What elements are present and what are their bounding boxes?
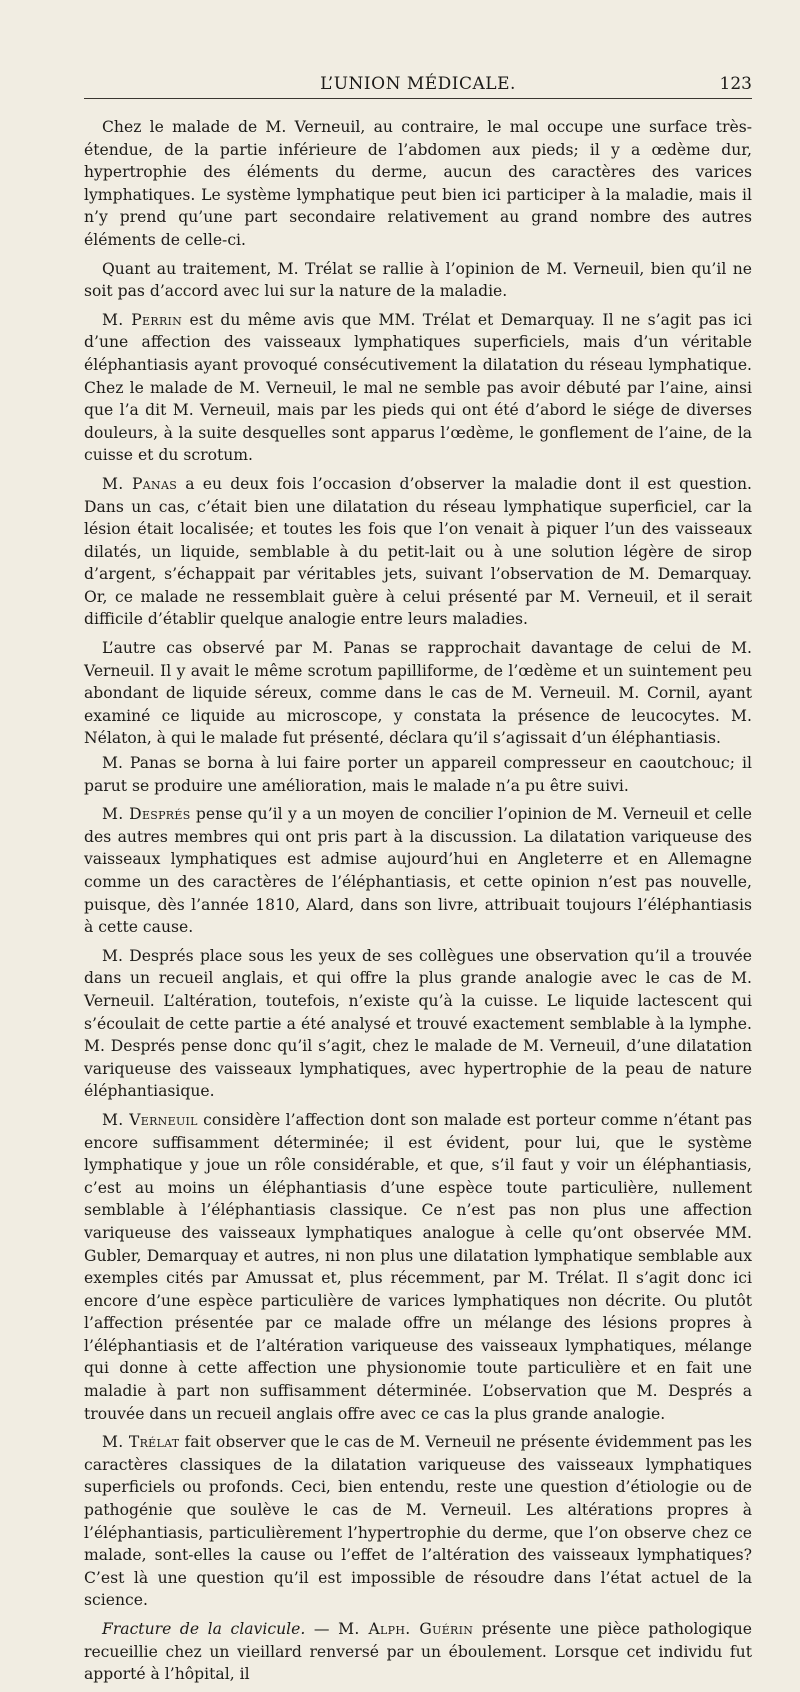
running-title: L’UNION MÉDICALE.	[320, 74, 516, 94]
speaker-name: M. Perrin	[102, 310, 183, 329]
paragraph	[84, 473, 752, 631]
paragraph-text: M. Després place sous les yeux de ses collègues une observation qu’il a trouvée dans un recueil anglais, et qui offre la plus grande analogie avec le cas de M. Verneuil. L’altération, toutefois, n’existe qu’à la cuisse. Le liquide lactescent qui s’écoulait de cette partie a été analysé et trouvé exactement semblable à la lymphe. M. Després pense donc qu’il s’agit, chez le malade de M. Verneuil, d’une dilatation variqueuse des vaisseaux lymphatiques, avec hypertrophie de la peau de nature éléphantiasique.	[84, 946, 752, 1101]
paragraph	[84, 637, 752, 750]
paragraph	[84, 945, 752, 1103]
section-heading: Fracture de la clavicule.	[102, 1620, 306, 1638]
speaker-name: M. Després	[102, 805, 191, 824]
paragraph	[84, 258, 752, 303]
paragraph	[84, 803, 752, 939]
paragraph	[84, 116, 752, 252]
heading-dash: —	[305, 1620, 339, 1638]
paragraph-text: fait observer que le cas de M. Verneuil ne présente évidemment pas les caractères classiques de la dilatation variqueuse des vaisseaux lymphatiques superficiels ou profonds. Ceci, bien entendu, reste une question d’étiologie ou de pathogénie que soulève le cas de M. Verneuil. Les altérations propres à l’éléphantiasis, particulièrement l’hypertrophie du derme, que l’on observe chez ce malade, sont-elles la cause ou l’effet de l’altération des vaisseaux lymphatiques? C’est là une question qu’il est impossible de résoudre dans l’état actuel de la science.	[84, 1433, 753, 1610]
speaker-name: M. Verneuil	[102, 1110, 198, 1129]
paragraph-text: L’autre cas observé par M. Panas se rapprochait davantage de celui de M. Verneuil. Il y avait le même scrotum papilliforme, de l’œdème et un suintement peu abondant de liquide séreux, comme dans le cas de M. Verneuil. M. Cornil, ayant examiné ce liquide au microscope, y constata la présence de leucocytes. M. Nélaton, à qui le malade fut présenté, déclara qu’il s’agissait d’un éléphantiasis.	[84, 639, 752, 748]
speaker-name: M. Trélat	[102, 1433, 180, 1452]
paragraph-text: présente une pièce pathologique recueillie chez un vieillard renversé par un éboulement. Lorsque cet individu fut apporté à l’hôpital, il	[84, 1620, 752, 1684]
page-number: 123	[719, 74, 752, 94]
paragraph	[84, 309, 752, 467]
article-body	[84, 116, 752, 1692]
paragraph	[84, 1109, 752, 1425]
paragraph	[84, 752, 752, 797]
running-header	[84, 72, 752, 99]
speaker-name: M. Panas	[102, 474, 178, 493]
paragraph-text: M. Panas se borna à lui faire porter un appareil compresseur en caoutchouc; il parut se produire une amélioration, mais le malade n’a pu être suivi.	[84, 754, 752, 795]
fracture-paragraph	[84, 1618, 752, 1686]
paragraph-text: est du même avis que MM. Trélat et Demarquay. Il ne s’agit pas ici d’une affection des vaisseaux lymphatiques superficiels, mais d’un véritable éléphantiasis ayant provoqué consécutivement la dilatation du réseau lymphatique. Chez le malade de M. Verneuil, le mal ne semble pas avoir débuté par l’aine, ainsi que l’a dit M. Verneuil, mais par les pieds qui ont été d’abord le siége de diverses douleurs, à la suite desquelles sont apparus l’œdème, le gonflement de l’aine, de la cuisse et du scrotum.	[84, 310, 752, 465]
paragraph-text: considère l’affection dont son malade est porteur comme n’étant pas encore suffisamment déterminée; il est évident, pour lui, que le système lymphatique y joue un rôle considérable, et que, s’il faut y voir un éléphantiasis, c’est au moins un éléphantiasis d’une espèce toute particulière, nullement semblable à l’éléphantiasis classique. Ce n’est pas non plus une affection variqueuse des vaisseaux lymphatiques analogue à celle qu’ont observée MM. Gubler, Demarquay et autres, ni non plus une dilatation lymphatique semblable aux exemples cités par Amussat et, plus récemment, par M. Trélat. Il s’agit donc ici encore d’une espèce particulière de varices lymphatiques non décrite. Ou plutôt l’affection présentée par ce malade offre un mélange des lésions propres à l’éléphantiasis et de l’altération variqueuse des vaisseaux lymphatiques, mélange qui donne à cette affection une physionomie toute particulière et en fait une maladie à part non suffisamment déterminée. L’observation que M. Després a trouvée dans un recueil anglais offre avec ce cas la plus grande analogie.	[84, 1110, 752, 1423]
paragraph	[84, 1431, 752, 1612]
paragraph-text: pense qu’il y a un moyen de concilier l’opinion de M. Verneuil et celle des autres membres qui ont pris part à la discussion. La dilatation variqueuse des vaisseaux lymphatiques est admise aujourd’hui en Angleterre et en Allemagne comme un des caractères de l’éléphantiasis, et cette opinion n’est pas nouvelle, puisque, dès l’année 1810, Alard, dans son livre, attribuait toujours l’éléphantiasis à cette cause.	[84, 805, 752, 937]
speaker-name: M. Alph. Guérin	[338, 1620, 474, 1638]
paragraph-text: Quant au traitement, M. Trélat se rallie à l’opinion de M. Verneuil, bien qu’il ne soit pas d’accord avec lui sur la nature de la maladie.	[84, 259, 752, 301]
paragraph-text: Chez le malade de M. Verneuil, au contraire, le mal occupe une surface très-étendue, de la partie inférieure de l’abdomen aux pieds; il y a œdème dur, hypertrophie des éléments du derme, aucun des caractères des varices lymphatiques. Le système lymphatique peut bien ici participer à la maladie, mais il n’y prend qu’une part secondaire relativement au grand nombre des autres éléments de celle-ci.	[84, 118, 752, 249]
paragraph-text: a eu deux fois l’occasion d’observer la maladie dont il est question. Dans un cas, c’était bien une dilatation du réseau lymphatique superficiel, car la lésion était localisée; et toutes les fois que l’on venait à piquer l’un des vaisseaux dilatés, un liquide, semblable à du petit-lait ou à une solution légère de sirop d’argent, s’échappait par véritables jets, suivant l’observation de M. Demarquay. Or, ce malade ne ressemblait guère à celui présenté par M. Verneuil, et il serait difficile d’établir quelque analogie entre leurs maladies.	[84, 474, 752, 629]
